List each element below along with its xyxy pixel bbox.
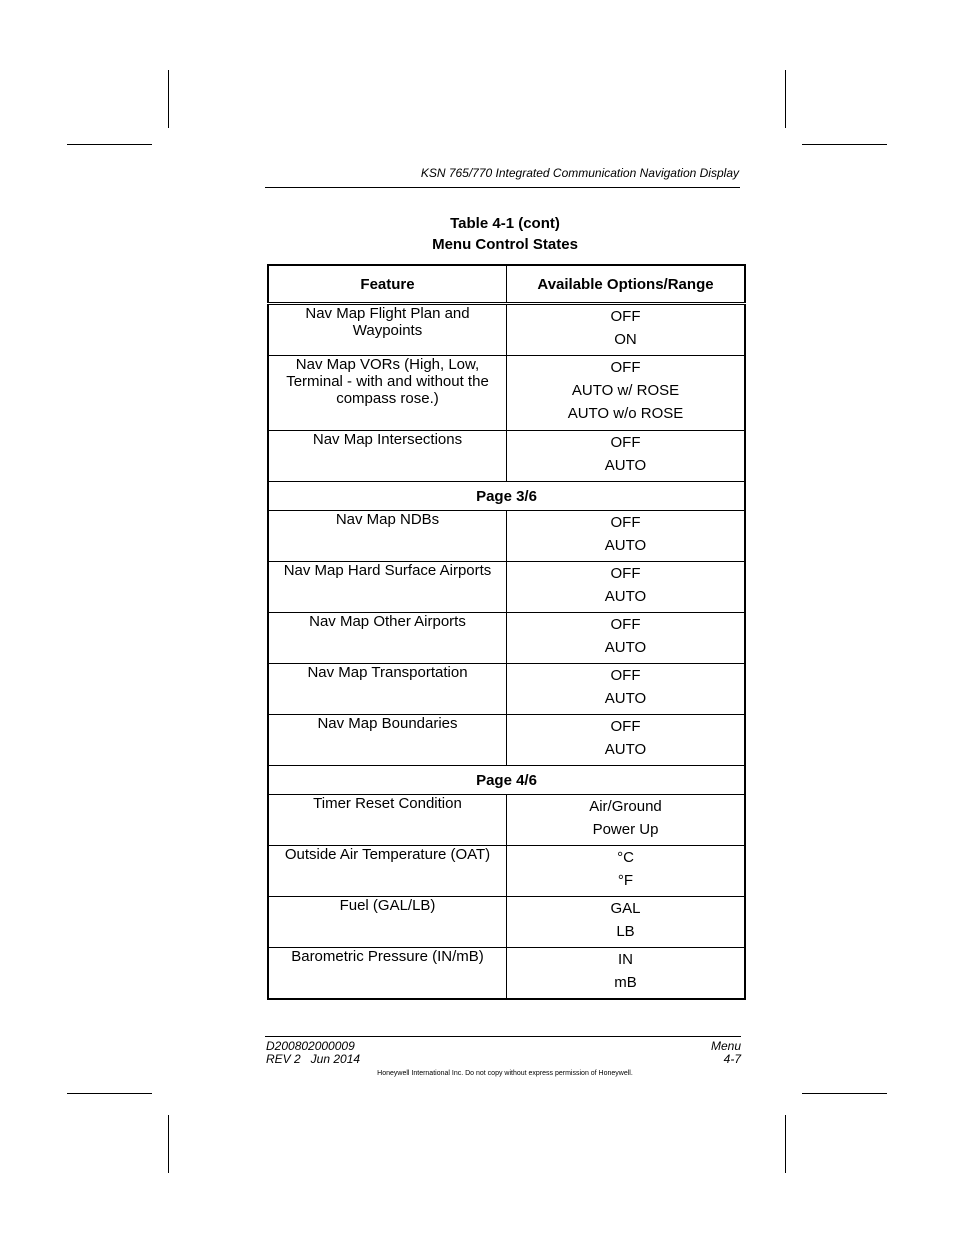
options-cell [507, 356, 746, 431]
options-cell [507, 846, 746, 897]
options-cell [507, 715, 746, 766]
option-value: OFF [610, 667, 641, 684]
options-cell [507, 562, 746, 613]
options-cell [507, 431, 746, 482]
crop-mark [785, 70, 786, 128]
header-rule [265, 187, 740, 188]
option-value: OFF [610, 565, 641, 582]
menu-control-states-table [267, 264, 746, 1000]
section-row [268, 766, 745, 795]
table-number: Table 4-1 (cont) [450, 215, 560, 232]
section-row [268, 482, 745, 511]
option-value: OFF [610, 359, 641, 376]
option-value: IN [618, 951, 633, 968]
table-row [268, 897, 745, 948]
crop-mark [785, 1115, 786, 1173]
feature-cell: Fuel (GAL/LB) [268, 897, 507, 948]
table-row [268, 562, 745, 613]
crop-mark [168, 70, 169, 128]
table-header-row [268, 265, 745, 304]
crop-mark [67, 1093, 152, 1094]
table-body [268, 304, 745, 1000]
section-label: Page 4/6 [268, 766, 745, 795]
table-row [268, 431, 745, 482]
option-value: °C [617, 849, 634, 866]
options-cell [507, 664, 746, 715]
feature-cell: Timer Reset Condition [268, 795, 507, 846]
footer-left [266, 1040, 360, 1066]
option-value: AUTO [604, 457, 647, 474]
feature-cell: Nav Map NDBs [268, 511, 507, 562]
section-name: Menu [710, 1039, 741, 1053]
feature-cell: Nav Map Intersections [268, 431, 507, 482]
options-cell [507, 304, 746, 356]
table-row [268, 356, 745, 431]
option-value: AUTO [604, 639, 647, 656]
options-cell [507, 795, 746, 846]
feature-cell: Nav Map Boundaries [268, 715, 507, 766]
crop-mark [168, 1115, 169, 1173]
feature-cell: Nav Map Flight Plan and Waypoints [268, 304, 507, 356]
option-value: AUTO [604, 537, 647, 554]
option-value: ON [614, 331, 637, 348]
document-number: D200802000009 [266, 1039, 355, 1053]
option-value: OFF [610, 434, 641, 451]
footer-rule [265, 1036, 741, 1037]
table-row [268, 664, 745, 715]
option-value: AUTO [604, 741, 647, 758]
option-value: LB [616, 923, 635, 940]
option-value: Power Up [592, 821, 659, 838]
option-value: OFF [610, 718, 641, 735]
table-row [268, 511, 745, 562]
page-number: 4-7 [723, 1052, 741, 1066]
feature-cell: Nav Map Hard Surface Airports [268, 562, 507, 613]
option-value: °F [617, 872, 634, 889]
table-row [268, 948, 745, 1000]
running-header: KSN 765/770 Integrated Communication Navigation Display [420, 166, 739, 180]
footer-right [711, 1040, 741, 1066]
option-value: OFF [610, 616, 641, 633]
column-header-options: Available Options/Range [507, 265, 746, 304]
table-row [268, 613, 745, 664]
option-value: GAL [610, 900, 641, 917]
feature-cell: Barometric Pressure (IN/mB) [268, 948, 507, 1000]
table-row [268, 846, 745, 897]
options-cell [507, 613, 746, 664]
option-value: AUTO [604, 588, 647, 605]
table-row [268, 795, 745, 846]
table-row [268, 304, 745, 356]
option-value: OFF [610, 308, 641, 325]
revision-date: REV 2 Jun 2014 [266, 1052, 361, 1066]
option-value: AUTO w/ ROSE [571, 382, 680, 399]
table-title: Menu Control States [432, 236, 578, 253]
table-caption [266, 213, 744, 255]
option-value: Air/Ground [589, 798, 662, 815]
column-header-feature: Feature [268, 265, 507, 304]
crop-mark [802, 1093, 887, 1094]
crop-mark [67, 144, 152, 145]
crop-mark [802, 144, 887, 145]
option-value: OFF [610, 514, 641, 531]
feature-cell: Outside Air Temperature (OAT) [268, 846, 507, 897]
options-cell [507, 948, 746, 1000]
option-value: AUTO [604, 690, 647, 707]
option-value: mB [614, 974, 637, 991]
section-label: Page 3/6 [268, 482, 745, 511]
feature-cell: Nav Map Transportation [268, 664, 507, 715]
table-row [268, 715, 745, 766]
options-cell [507, 511, 746, 562]
option-value: AUTO w/o ROSE [567, 405, 684, 422]
feature-cell: Nav Map Other Airports [268, 613, 507, 664]
options-cell [507, 897, 746, 948]
feature-cell: Nav Map VORs (High, Low, Terminal - with and without the compass rose.) [268, 356, 507, 431]
copyright-notice: Honeywell International Inc. Do not copy without express permission of Honeywell. [377, 1070, 633, 1077]
